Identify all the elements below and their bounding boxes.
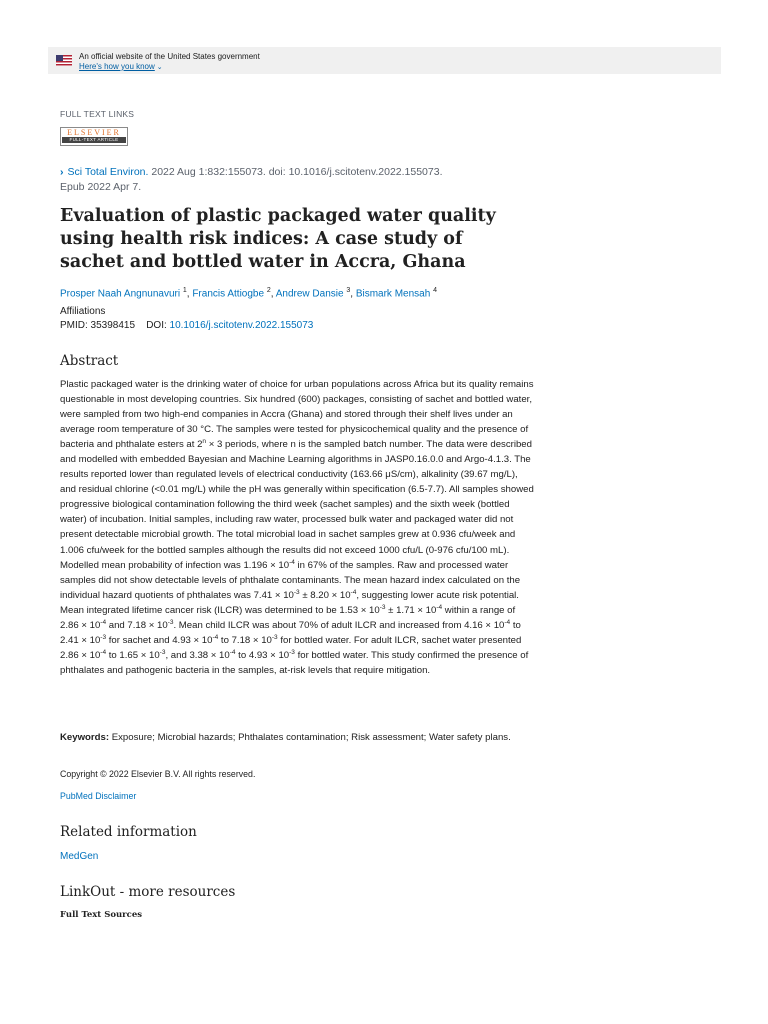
gov-banner-link[interactable]: Here's how you know ⌄ — [79, 62, 163, 71]
article-title: Evaluation of plastic packaged water quality using health risk indices: A case study of sachet and bottled water in Accra, Ghana — [60, 206, 496, 272]
gov-banner-text: An official website of the United States government — [79, 52, 260, 61]
full-text-links-label: FULL TEXT LINKS — [60, 109, 135, 119]
related-information-heading: Related information — [60, 824, 197, 840]
linkout-heading: LinkOut - more resources — [60, 884, 236, 900]
keywords — [60, 730, 536, 745]
author-affiliation-number[interactable]: 2 — [266, 287, 271, 294]
copyright: Copyright © 2022 Elsevier B.V. All rights reserved. — [60, 769, 256, 779]
citation-details: 2022 Aug 1:832:155073. doi: 10.1016/j.scitotenv.2022.155073. — [151, 166, 443, 178]
journal-link[interactable]: Sci Total Environ. — [67, 166, 149, 178]
full-text-sources-label[interactable]: Full Text Sources — [60, 910, 143, 920]
gov-banner — [48, 47, 721, 74]
citation-epub: Epub 2022 Apr 7. — [60, 181, 142, 193]
author-link[interactable]: Francis Attiogbe — [192, 288, 265, 300]
doi-label: DOI: — [146, 320, 167, 331]
article-ids — [60, 320, 313, 331]
elsevier-logo-text: ELSEVIER — [67, 128, 121, 137]
citation — [60, 165, 530, 195]
author-link[interactable]: Bismark Mensah — [355, 288, 431, 300]
author-link[interactable]: Andrew Dansie — [275, 288, 344, 300]
elsevier-full-text-label: FULL-TEXT ARTICLE — [62, 137, 126, 143]
abstract-heading: Abstract — [60, 353, 119, 369]
us-flag-icon — [56, 55, 72, 66]
pmid: PMID: 35398415 — [60, 320, 136, 331]
author-affiliation-number[interactable]: 3 — [346, 287, 351, 294]
keywords-text: Exposure; Microbial hazards; Phthalates contamination; Risk assessment; Water safety plans. — [111, 732, 511, 743]
author-affiliation-number[interactable]: 1 — [182, 287, 187, 294]
chevron-right-icon[interactable]: › — [60, 166, 64, 178]
author-list: Prosper Naah Angnunavuri $^1$, Francis Attiogbe $^2$, Andrew Dansie $^3$, Bismark Mensah $^4$ — [60, 287, 437, 300]
affiliations-toggle[interactable]: Affiliations — [60, 306, 106, 317]
doi-link[interactable]: 10.1016/j.scitotenv.2022.155073 — [169, 320, 314, 331]
pubmed-disclaimer-link[interactable]: PubMed Disclaimer — [60, 791, 137, 801]
abstract-text: Plastic packaged water is the drinking water of choice for urban populations across Africa but its quality remains questionable in most developing countries. Six hundred (600) packages, consisting of sachet and bottled water, were sampled from two high-end companies in Accra (Ghana) and stored through their shelf lives under an average room temperature of 30 °C. The samples were tested for physicochemical quality and the presence of bacteria and phthalate esters at $2^n \times 3$ periods, where n is the sampled batch number. The data were described and modelled with embedded Bayesian and Machine Learning algorithms in JASP0.16.0.0 and Argo-4.1.3. The results reported lower than regulated levels of electrical conductivity (163.66 μS/cm), alkalinity (39.67 mg/L), and residual chlorine (<0.01 mg/L) while the pH was generally within specification (6.5-7.7). All samples showed progressive biological contamination following the third week (sachet samples) and the sixth week (bottled water) of incubation. Initial samples, including raw water, processed bulk water and packaged water did not present detectable microbial growth. The total microbial load in sachet samples grew at 0.936 cfu/week and 1.006 cfu/week for the bottled samples although the results did not exceed 1000 cfu/L (0-976 cfu/100 mL). Modelled mean probability of infection was $1.196 \times 10^{-4}$ in 67% of the samples. Raw and processed water samples did not show detectable levels of phthalate contaminants. The mean hazard index calculated on the individual hazard quotients of phthalates was $7.41 \times 10^{-3} \pm 8.20 \times 10^{-4}$, suggesting lower acute risk potential. Mean integrated lifetime cancer risk (ILCR) was determined to be $1.53 \times 10^{-3} \pm 1.71 \times 10^{-4}$ within a range of $2.86 \times 10^{-4}$ and $7.18 \times 10^{-3}$. Mean child ILCR was about 70% of adult ILCR and increased from $4.16 \times 10^{-4}$ to $2.41 \times 10^{-3}$ for sachet and $4.93 \times 10^{-4}$ to $7.18 \times 10^{-3}$ for bottled water. For adult ILCR, sachet water presented $2.86 \times 10^{-4}$ to $1.65 \times 10^{-3}$, and $3.38 \times 10^{-4}$ to $4.93 \times 10^{-3}$ for bottled water. This study confirmed the presence of phthalates and pathogenic bacteria in the samples, at-risk levels that require mitigation. — [60, 379, 534, 676]
elsevier-full-text-button[interactable] — [60, 127, 128, 146]
keywords-label: Keywords: — [60, 732, 110, 743]
author-affiliation-number[interactable]: 4 — [433, 287, 437, 294]
chevron-down-icon: ⌄ — [156, 64, 163, 71]
medgen-link[interactable]: MedGen — [60, 851, 99, 862]
author-link[interactable]: Prosper Naah Angnunavuri — [60, 288, 181, 300]
